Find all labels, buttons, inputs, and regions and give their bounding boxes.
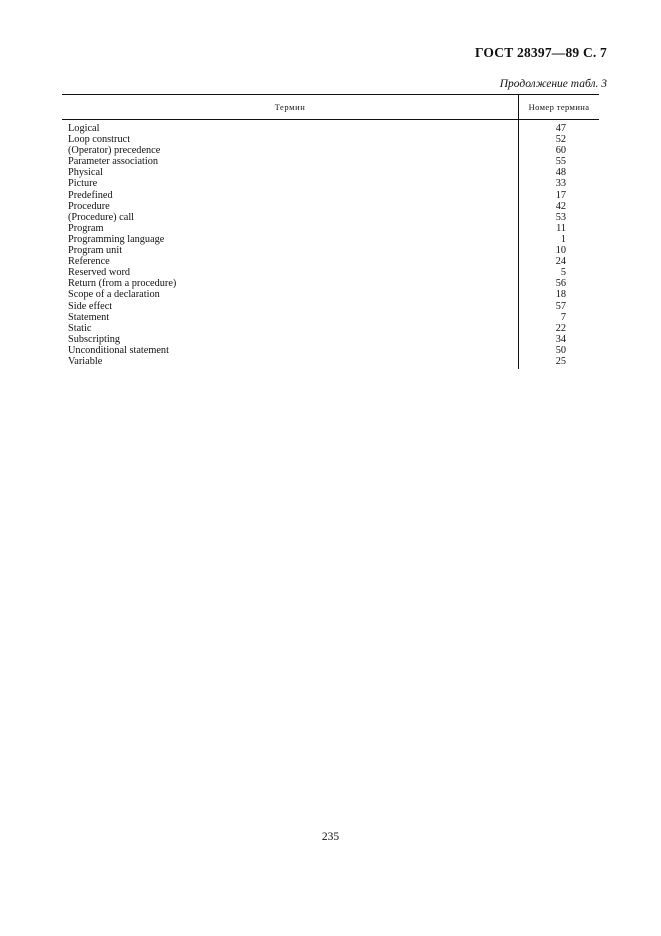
table-row-term: Predefined: [68, 189, 113, 201]
table-row-term: Side effect: [68, 300, 113, 312]
table-row-term: Picture: [68, 178, 98, 190]
table-row-term: (Procedure) call: [68, 211, 135, 223]
document-code: ГОСТ 28397—89 С. 7: [474, 45, 607, 60]
table-continuation-label: Продолжение табл. 3: [499, 78, 607, 90]
table-row-term: Reserved word: [68, 267, 131, 279]
table-row-number: 57: [555, 300, 566, 312]
table-row-number: 1: [560, 233, 566, 245]
table-row-number: 53: [555, 211, 566, 223]
table-row-number: 17: [555, 189, 566, 201]
table-row-term: Static: [68, 322, 92, 334]
table-row-term: Program unit: [68, 245, 123, 257]
table-row-term: Parameter association: [68, 156, 159, 168]
table-row-number: 50: [555, 344, 566, 356]
table-row-term: Variable: [68, 355, 103, 367]
table-row-term: Loop construct: [68, 134, 131, 146]
column-header-term: Термин: [62, 95, 519, 119]
column-header-number: Номер термина: [528, 102, 590, 112]
terms-table: [62, 94, 599, 369]
table-row-number: 22: [555, 322, 566, 334]
table-header-row: [62, 95, 599, 120]
table-row-term: (Operator) precedence: [68, 145, 161, 157]
table-row-number: 5: [560, 267, 566, 279]
table-row-number: 48: [555, 167, 566, 179]
table-row-term: Procedure: [68, 200, 110, 212]
table-row-term: Scope of a declaration: [68, 289, 160, 301]
table-row-number: 52: [555, 134, 566, 146]
table-row-term: Program: [68, 222, 104, 234]
table-row-number: 24: [555, 256, 566, 268]
table-row-number: 34: [555, 333, 566, 345]
table-row-number: 55: [555, 156, 566, 168]
table-row-number: 47: [555, 123, 566, 134]
table-row-term: Reference: [68, 256, 110, 268]
table-row-number: 56: [555, 278, 566, 290]
table-row-number: 18: [555, 289, 566, 301]
table-row-term: Logical: [68, 123, 100, 134]
table-row-number: 10: [555, 245, 566, 257]
table-row-term: Subscripting: [68, 333, 121, 345]
table-row-number: 60: [555, 145, 566, 157]
number-column: [518, 120, 599, 369]
table-row-number: 42: [555, 200, 566, 212]
table-row-number: 7: [560, 311, 566, 323]
table-row-number: 25: [555, 355, 566, 367]
table-row-term: Statement: [68, 311, 110, 323]
page-number: 235: [321, 831, 340, 843]
table-body: [62, 120, 599, 369]
table-row-term: Return (from a procedure): [68, 278, 177, 290]
table-row-number: 33: [555, 178, 566, 190]
table-row-term: Physical: [68, 167, 103, 179]
term-column: [62, 123, 518, 369]
table-row-term: Unconditional statement: [68, 344, 169, 356]
table-row-number: 11: [556, 222, 566, 234]
table-row-term: Programming language: [68, 233, 165, 245]
